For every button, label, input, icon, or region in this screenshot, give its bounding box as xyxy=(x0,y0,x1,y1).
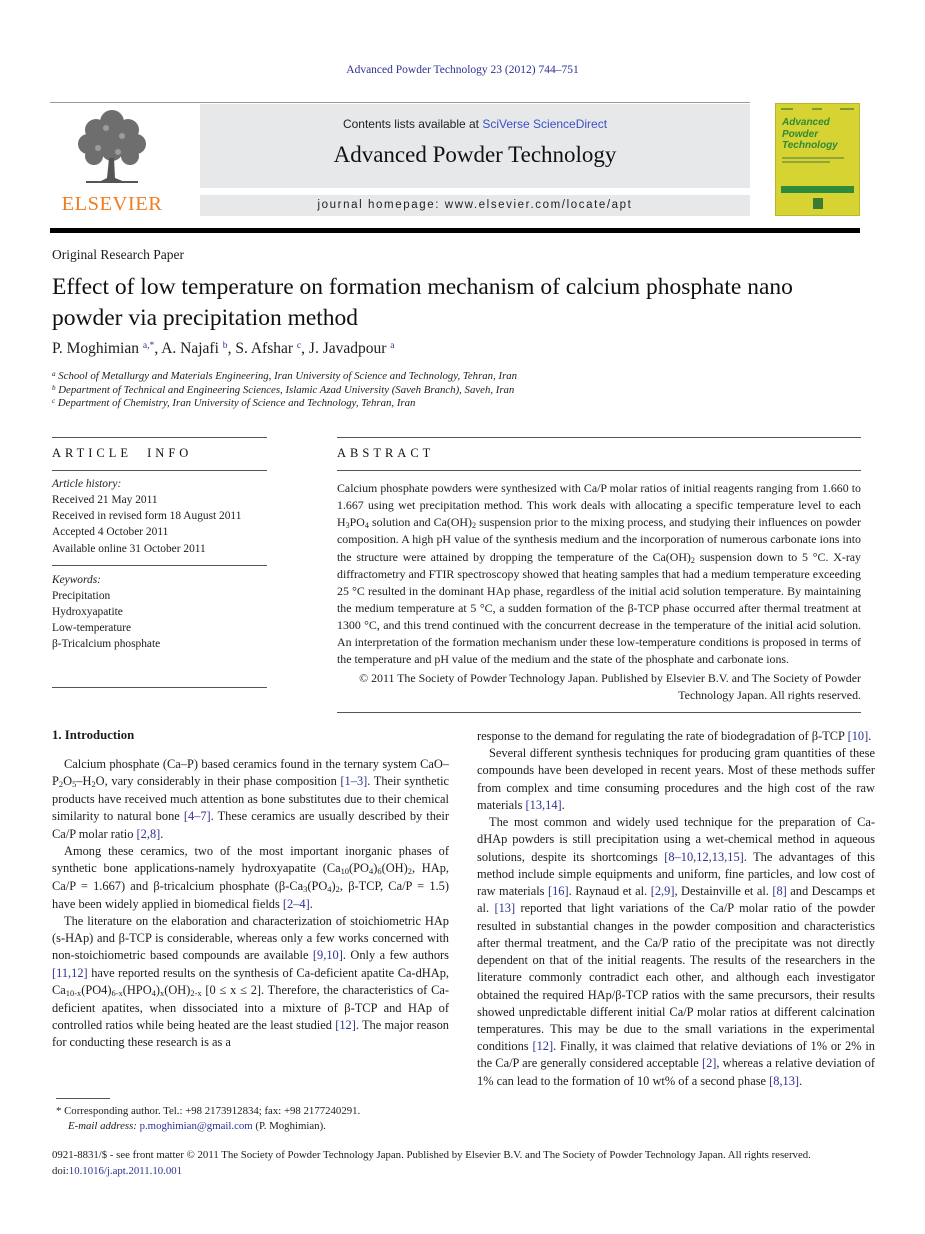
text-segment: Calcium phosphate powders were synthesized with Ca/P molar ratios of initial reagents ranging from 1.660 to 1.667 using wet precipitation method. This work deals with allocating a specific temperature level to each H xyxy=(337,480,861,529)
cover-title-line: Technology xyxy=(782,140,838,151)
citation-link[interactable]: [12] xyxy=(335,1017,356,1032)
text-segment: 3 xyxy=(303,883,308,894)
text-segment: [0 ≤ x ≤ 2]. Therefore, the characteristics of Ca-deficient apatites, when dissociated into a mixture of β-TCP and HAp of controlled ratios while being heated are the least studied xyxy=(52,982,449,1032)
affiliation xyxy=(52,370,517,384)
text-segment: The literature on the elaboration and characterization of stoichiometric HAp (s-HAp) and β-TCP is considerable, whereas only a few works concerned with non-stoichiometric based compounds are available xyxy=(52,913,449,963)
text-segment: 6 xyxy=(377,866,382,877)
text-segment: 4 xyxy=(364,520,369,530)
page-title: Effect of low temperature on formation mechanism of calcium phosphate nano powder via precipitation method xyxy=(52,274,793,332)
rule xyxy=(52,687,267,688)
text-segment: b xyxy=(52,383,56,392)
text-segment: have reported results on the synthesis of Ca-deficient apatite Ca-dHAp, Ca xyxy=(52,965,449,997)
citation-link[interactable]: a xyxy=(390,340,395,352)
journal-title: Advanced Powder Technology xyxy=(333,142,617,167)
keyword-item: Low-temperature xyxy=(52,622,132,635)
text-segment: a xyxy=(52,370,56,378)
cover-title-line: Powder xyxy=(782,128,819,140)
text-segment: . xyxy=(868,729,872,743)
abstract-text xyxy=(337,480,861,668)
text-segment: Calcium phosphate (Ca–P) based ceramics found in the ternary system CaO–P xyxy=(52,757,449,789)
doi-link[interactable]: 10.1016/j.apt.2011.10.001 xyxy=(68,1164,183,1177)
contents-line xyxy=(200,104,750,131)
paragraph xyxy=(52,756,449,843)
history-item: Accepted 4 October 2011 xyxy=(52,526,169,539)
citation-link[interactable]: [12] xyxy=(532,1039,554,1054)
paragraph xyxy=(477,728,875,745)
citation-link[interactable]: [2] xyxy=(701,1056,717,1071)
text-segment: solution and Ca(OH) xyxy=(368,514,472,529)
rule xyxy=(337,470,861,471)
text-segment: 5 xyxy=(72,779,77,790)
journal-cover[interactable] xyxy=(775,103,860,216)
doi-prefix: doi: xyxy=(52,1164,69,1177)
text-segment: , S. Afshar xyxy=(227,340,297,357)
text-segment: PO xyxy=(349,514,365,529)
text-segment: , J. Javadpour xyxy=(301,340,391,357)
article-info-panel xyxy=(52,437,267,688)
rule xyxy=(52,565,267,566)
article-history xyxy=(52,476,267,557)
text-segment: ) xyxy=(155,982,161,997)
header-citation: Advanced Powder Technology 23 (2012) 744–751 xyxy=(346,64,579,76)
citation-link[interactable]: [4–7] xyxy=(183,809,211,824)
text-segment: O xyxy=(63,774,73,789)
text-segment: x xyxy=(160,987,165,998)
keywords-label: Keywords: xyxy=(52,573,101,586)
text-segment: 2 xyxy=(407,866,412,877)
text-segment: reported that light variations of the Ca/P molar ratio of the powder resulted in substantial changes in the powder composition and characteristics after thermal treatment, and the Ca/P ratio of the precipitate was not directly dependent on that of the initial reagents. The results of the researchers in the literature commonly contradict each other, and although each investigator obtained the required HAp/β-TCP ratios with the same precursors, their results showed unpredictable different initial Ca/P molar ratios at different calcination temperatures. This may be due to the small variations in the experimental conditions xyxy=(477,901,875,1054)
text-segment: (OH) xyxy=(381,860,408,875)
text-segment: 10-x xyxy=(65,987,82,998)
text-segment: Department of Chemistry, Iran University of Science and Technology, Tehran, Iran xyxy=(55,397,416,410)
text-segment: The most common and widely used technique for the preparation of Ca-dHAp powders is still precipitation using a wet-chemical method in aqueous solutions, despite its shortcomings xyxy=(477,815,875,864)
text-segment: , Destainville et al. xyxy=(674,884,773,899)
text-segment: 4 xyxy=(327,883,332,894)
text-segment: ) xyxy=(331,878,336,893)
text-segment: 2 xyxy=(58,779,64,790)
body-right-column xyxy=(477,728,875,1090)
corresponding-author-footnote xyxy=(56,1098,449,1134)
text-segment: 2-x xyxy=(190,987,202,998)
citation-link[interactable]: [8–10,12,13,15] xyxy=(664,849,744,864)
abstract-heading: ABSTRACT xyxy=(337,446,435,460)
text-segment: 3 xyxy=(345,520,350,530)
text-segment: . Only a few authors xyxy=(342,948,449,963)
footnote-email-line xyxy=(56,1119,449,1134)
history-item: Received 21 May 2011 xyxy=(52,493,158,506)
rule xyxy=(52,470,267,471)
keyword-item: β-Tricalcium phosphate xyxy=(52,638,161,651)
header-rule xyxy=(50,102,750,103)
citation-link[interactable]: a,* xyxy=(142,340,155,352)
text-segment: . The advantages of this method include simple equipments and uniform, fine particles, and low cost of raw materials xyxy=(477,849,875,899)
text-segment: . xyxy=(160,826,164,841)
authors-line xyxy=(52,340,395,358)
doi-line xyxy=(52,1164,864,1180)
text-segment: (PO xyxy=(349,860,369,875)
citation-link[interactable]: [2,9] xyxy=(650,884,675,899)
citation-link[interactable]: [10] xyxy=(847,729,869,743)
history-item: Available online 31 October 2011 xyxy=(52,542,206,555)
footnote-line: * Corresponding author. Tel.: +98 2173912834; fax: +98 2177240291. xyxy=(56,1105,361,1117)
cover-title xyxy=(782,117,853,152)
text-segment: (P. Moghimian). xyxy=(252,1120,326,1133)
citation-link[interactable]: c xyxy=(296,340,302,352)
citation-link[interactable]: [16] xyxy=(547,884,569,899)
text-segment: P. Moghimian xyxy=(52,340,143,357)
journal-homepage-line[interactable]: journal homepage: www.elsevier.com/locate/apt xyxy=(200,195,750,216)
text-segment: , whereas a relative deviation of 1% can lead to the formation of 10 wt% of a second phase xyxy=(477,1056,875,1088)
abstract-copyright: © 2011 The Society of Powder Technology Japan. Published by Elsevier B.V. and The Society of Powder Technology Japan. All rights reserved. xyxy=(359,671,861,703)
cover-subtitle-decoration xyxy=(782,157,853,163)
text-segment: . Their synthetic products have received much attention as bone substitutes due to their chemical similarity to natural bone xyxy=(52,774,450,824)
sciverse-sciencedirect-link[interactable]: SciVerse ScienceDirect xyxy=(482,117,608,131)
text-segment: and Descamps et al. xyxy=(477,884,876,916)
text-segment: suspension prior to the mixing process, and studying their influences on powder composition. A high pH value of the synthesis medium and the incorporation of numerous carbonate ions into the structure were attained by dropping the temperature of the Ca(OH) xyxy=(337,514,861,564)
contents-prefix: Contents lists available at xyxy=(342,117,483,131)
text-segment: 2 xyxy=(471,520,477,530)
citation-link[interactable]: [9,10] xyxy=(312,948,343,963)
cover-title-line: Advanced xyxy=(782,117,830,128)
cover-meta-decoration xyxy=(776,104,859,110)
affiliation xyxy=(52,397,517,411)
text-segment: , HAp, Ca/P = 1.667) and β-tricalcium phosphate (β-Ca xyxy=(52,860,449,893)
elsevier-tree-icon xyxy=(60,106,164,186)
citation-link[interactable]: [11,12] xyxy=(52,965,88,980)
citation-link[interactable]: [13,14] xyxy=(525,797,562,812)
text-segment: . xyxy=(561,797,565,812)
text-segment: . These ceramics are usually described by their Ca/P molar ratio xyxy=(52,809,449,841)
text-segment: . Raynaud et al. xyxy=(568,884,651,899)
citation-link[interactable]: [8] xyxy=(772,884,787,899)
text-segment: (OH) xyxy=(164,982,191,997)
text-segment: O, vary considerably in their phase composition xyxy=(95,774,341,789)
history-label: Article history: xyxy=(52,477,122,490)
text-segment: , A. Najafi xyxy=(154,340,223,357)
text-segment: 2 xyxy=(690,555,695,565)
citation-link[interactable]: [1–3] xyxy=(340,774,368,789)
text-segment: (HPO xyxy=(122,982,152,997)
paragraph xyxy=(477,814,875,1090)
affiliations xyxy=(52,370,517,411)
history-item: Received in revised form 18 August 2011 xyxy=(52,510,242,523)
text-segment: c xyxy=(52,397,56,406)
section-divider-bar xyxy=(50,228,860,233)
text-segment: . The major reason for conducting these research is as a xyxy=(52,1017,449,1050)
copyright-footer xyxy=(52,1148,864,1179)
text-segment: E-mail address: xyxy=(68,1120,137,1133)
text-segment: School of Metallurgy and Materials Engineering, Iran University of Science and Technology, Tehran, Iran xyxy=(55,370,518,383)
abstract-panel xyxy=(337,437,861,713)
text-segment: (PO4) xyxy=(81,982,112,997)
text-segment: response to the demand for regulating the rate of biodegradation of β-TCP xyxy=(477,729,848,743)
footer-line: 0921-8831/$ - see front matter © 2011 The Society of Powder Technology Japan. Published by Elsevier B.V. and The Society of Powder Technology Japan. All rights reserved. xyxy=(52,1149,811,1161)
paragraph xyxy=(52,913,449,1051)
text-segment: ) xyxy=(373,860,378,875)
footnote-rule xyxy=(56,1098,110,1099)
citation-link[interactable]: [2,8] xyxy=(136,826,161,841)
text-segment: 2 xyxy=(335,883,340,894)
text-segment: 4 xyxy=(151,987,156,998)
elsevier-logo[interactable] xyxy=(52,106,172,216)
affiliation xyxy=(52,384,517,398)
text-segment: , β-TCP, Ca/P = 1.5) have been widely applied in biomedical fields xyxy=(52,878,449,911)
keywords-block xyxy=(52,572,267,653)
text-segment: suspension down to 5 °C. X-ray diffractometry and FTIR spectroscopy showed that heating samples that had a medium temperature exceeding 25 °C resulted in the dominant HAp phase, regardless of the initial acid solution temperature. By maintaining the medium temperature at 5 °C, a sudden formation of the β-TCP phase occurred after thermal treatment at 1300 °C, and this trend continued with the concurrent decrease in the temperature of the initial acid solution. An interpretation of the formation mechanism under these low-temperature conditions is proposed in terms of the temperature and pH value of the medium and the state of the phosphate and carbonate ions. xyxy=(337,549,862,667)
rule xyxy=(337,712,861,713)
citation-link[interactable]: b xyxy=(222,340,228,352)
intro-heading: 1. Introduction xyxy=(52,728,135,742)
text-segment: Among these ceramics, two of the most important inorganic phases of synthetic bone applications-namely hydroxyapatite (Ca xyxy=(52,843,449,875)
text-segment: 6-x xyxy=(111,987,123,998)
article-type: Original Research Paper xyxy=(52,247,184,262)
journal-banner xyxy=(200,104,750,188)
paragraph xyxy=(52,843,449,913)
text-segment: –H xyxy=(76,774,92,789)
body-left-column xyxy=(52,756,449,1051)
paragraph xyxy=(477,745,875,814)
keyword-item: Hydroxyapatite xyxy=(52,606,123,619)
text-segment: 10 xyxy=(340,866,350,877)
text-segment: . xyxy=(799,1073,803,1088)
email-link[interactable]: p.moghimian@gmail.com xyxy=(139,1120,253,1133)
text-segment: Several different synthesis techniques for producing gram quantities of these compounds have been developed in recent years. Most of these methods suffer from complex and time consuming procedures and the high cost of the raw materials xyxy=(477,746,875,812)
text-segment: 2 xyxy=(91,779,96,790)
text-segment: Department of Technical and Engineering Sciences, Islamic Azad University (Saveh Branch), Saveh, Iran xyxy=(55,383,515,396)
citation-link[interactable]: [8,13] xyxy=(769,1073,800,1088)
citation-link[interactable]: [13] xyxy=(494,901,516,916)
keyword-item: Precipitation xyxy=(52,589,111,602)
text-segment: . xyxy=(309,896,313,911)
text-segment: 4 xyxy=(368,866,374,877)
text-segment: (PO xyxy=(307,878,328,893)
cover-society-logo xyxy=(813,198,823,209)
cover-green-band xyxy=(781,186,854,193)
citation-link[interactable]: [2–4] xyxy=(282,896,310,911)
text-segment: . Finally, it was claimed that relative deviations of 1% or 2% in the Ca/P are generally considered acceptable xyxy=(477,1039,875,1071)
elsevier-wordmark: ELSEVIER xyxy=(61,193,163,215)
article-info-heading: ARTICLE INFO xyxy=(52,446,193,460)
